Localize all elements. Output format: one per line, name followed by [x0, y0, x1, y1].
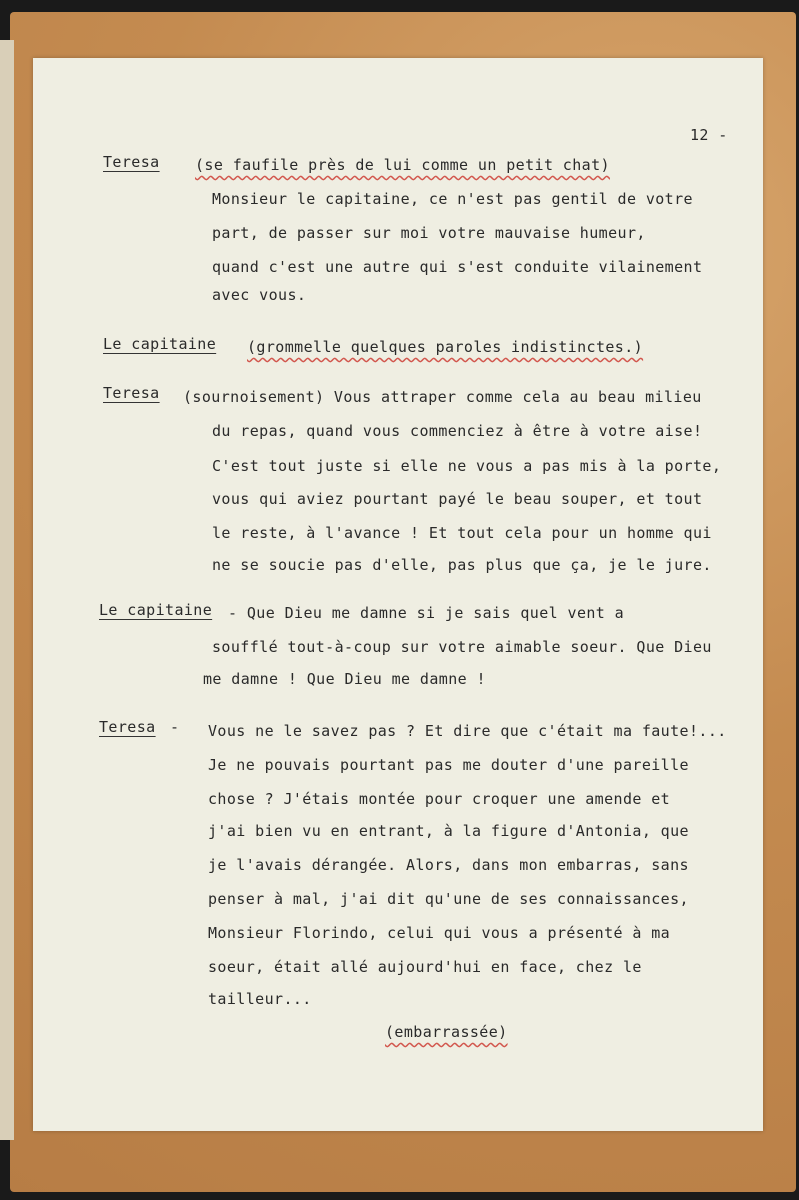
stage-direction: (embarrassée) [385, 1023, 508, 1041]
text-line: me damne ! Que Dieu me damne ! [203, 670, 486, 688]
page-number: 12 - [690, 126, 728, 144]
speaker-dash: - [170, 718, 180, 736]
left-page-edge [0, 40, 14, 1140]
text-line: tailleur... [208, 990, 312, 1008]
text-line: avec vous. [212, 286, 307, 304]
text-line: - Que Dieu me damne si je sais quel vent a [228, 604, 625, 622]
text-line: le reste, à l'avance ! Et tout cela pour un homme qui [212, 524, 712, 542]
text-line: vous qui aviez pourtant payé le beau souper, et tout [212, 490, 703, 508]
text-line: part, de passer sur moi votre mauvaise humeur, [212, 224, 646, 242]
text-line: ne se soucie pas d'elle, pas plus que ça, je le jure. [212, 556, 712, 574]
speaker-teresa: Teresa [103, 153, 160, 171]
text-line: penser à mal, j'ai dit qu'une de ses connaissances, [208, 890, 689, 908]
text-line: Monsieur le capitaine, ce n'est pas gentil de votre [212, 190, 693, 208]
text-line: soufflé tout-à-coup sur votre aimable soeur. Que Dieu [212, 638, 712, 656]
text-line: Vous ne le savez pas ? Et dire que c'était ma faute!... [208, 722, 727, 740]
stage-direction: (grommelle quelques paroles indistinctes.) [247, 338, 644, 356]
speaker-teresa: Teresa [99, 718, 156, 736]
stage-direction: (se faufile près de lui comme un petit chat) [195, 156, 610, 174]
text-line: chose ? J'étais montée pour croquer une amende et [208, 790, 671, 808]
text-line: Je ne pouvais pourtant pas me douter d'une pareille [208, 756, 689, 774]
speaker-capitaine: Le capitaine [103, 335, 217, 353]
text-line: C'est tout juste si elle ne vous a pas mis à la porte, [212, 457, 722, 475]
speaker-teresa: Teresa [103, 384, 160, 402]
text-line: quand c'est une autre qui s'est conduite vilainement [212, 258, 703, 276]
text-line: je l'avais dérangée. Alors, dans mon embarras, sans [208, 856, 689, 874]
typed-page [33, 58, 763, 1131]
speaker-capitaine: Le capitaine [99, 601, 213, 619]
text-line: (sournoisement) Vous attraper comme cela au beau milieu [183, 388, 702, 406]
text-line: soeur, était allé aujourd'hui en face, chez le [208, 958, 642, 976]
text-line: Monsieur Florindo, celui qui vous a présenté à ma [208, 924, 671, 942]
text-line: j'ai bien vu en entrant, à la figure d'Antonia, que [208, 822, 689, 840]
text-line: du repas, quand vous commenciez à être à votre aise! [212, 422, 703, 440]
